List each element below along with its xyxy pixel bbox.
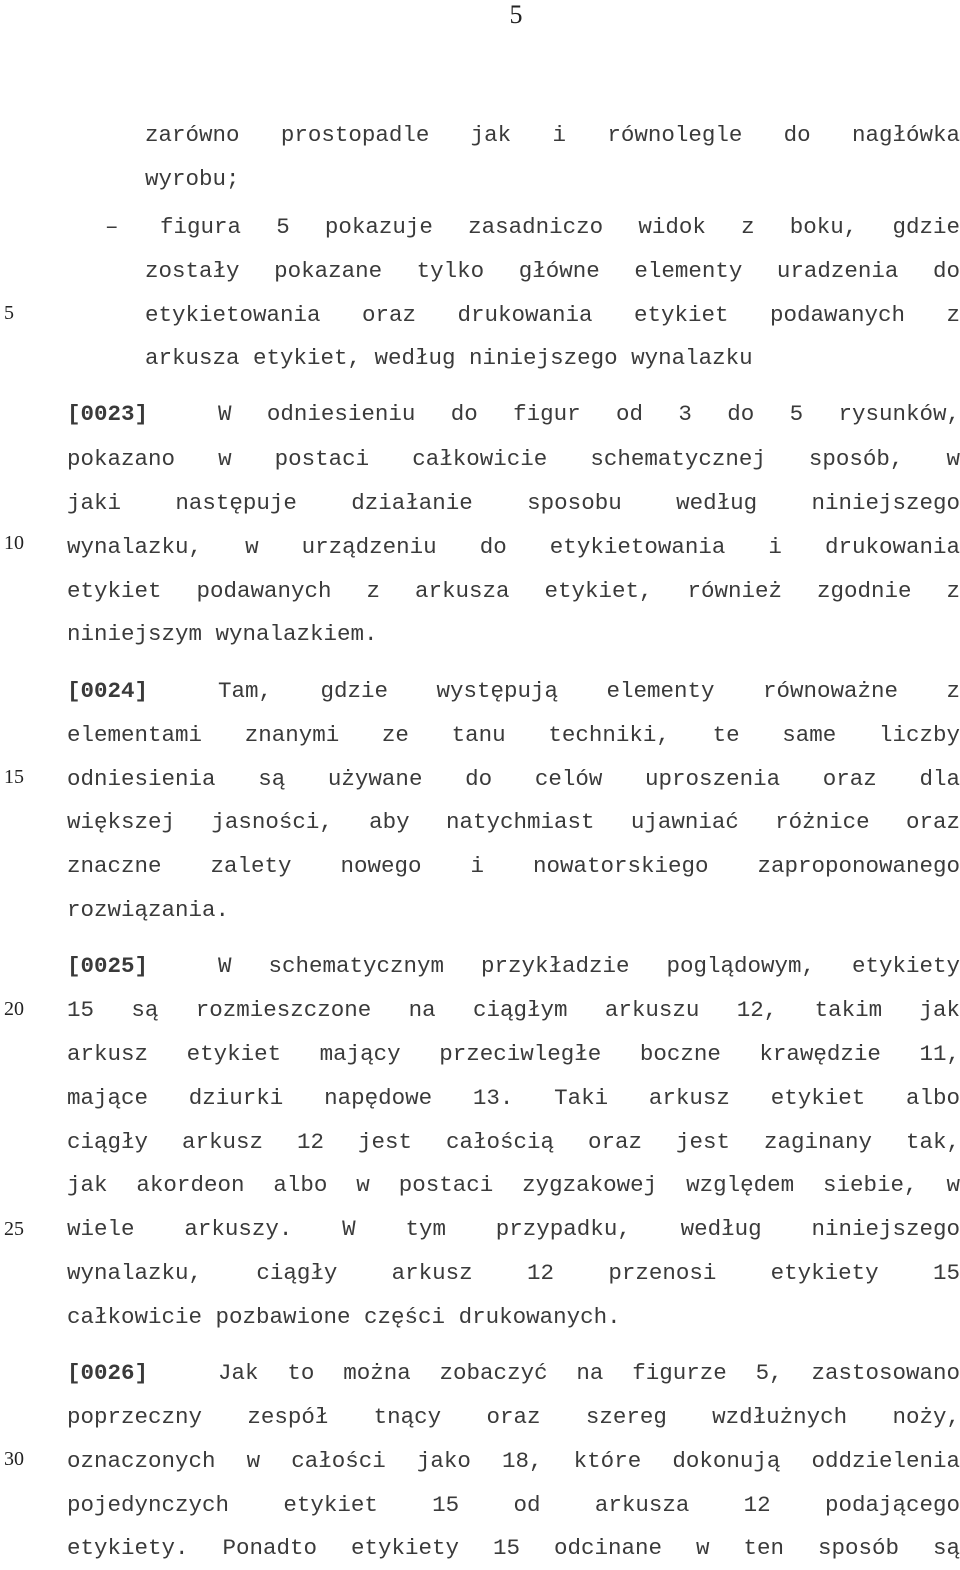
text-line: zostały pokazane tylko główne elementy uradzenia do	[145, 258, 960, 284]
text-line: pojedynczych etykiet 15 od arkusza 12 podającego	[67, 1492, 960, 1518]
text-line: arkusz etykiet mający przeciwległe boczne krawędzie 11,	[67, 1041, 960, 1067]
text-line: całkowicie pozbawione części drukowanych.	[67, 1304, 621, 1330]
text-line: niniejszym wynalazkiem.	[67, 621, 378, 647]
paragraph-tag: [0023]	[67, 401, 149, 427]
text-line: elementami znanymi ze tanu techniki, te same liczby	[67, 722, 960, 748]
text-line: zarówno prostopadle jak i równolegle do nagłówka	[145, 122, 960, 148]
paragraph-tag: [0024]	[67, 678, 149, 704]
line-number-20: 20	[4, 998, 24, 1020]
list-dash-marker: –	[105, 214, 119, 240]
text-line: pokazano w postaci całkowicie schematycznej sposób, w	[67, 446, 960, 472]
text-line: Jak to można zobaczyć na figurze 5, zastosowano	[218, 1360, 960, 1386]
text-line: etykiet podawanych z arkusza etykiet, również zgodnie z	[67, 578, 960, 604]
text-line: odniesienia są używane do celów uproszenia oraz dla	[67, 766, 960, 792]
text-line: oznaczonych w całości jako 18, które dokonują oddzielenia	[67, 1448, 960, 1474]
text-line: wyrobu;	[145, 166, 240, 192]
text-line: wynalazku, w urządzeniu do etykietowania i drukowania	[67, 534, 960, 560]
text-line: 15 są rozmieszczone na ciągłym arkuszu 12, takim jak	[67, 997, 960, 1023]
text-line: W odniesieniu do figur od 3 do 5 rysunków,	[218, 401, 960, 427]
text-line: jaki następuje działanie sposobu według niniejszego	[67, 490, 960, 516]
text-line: wiele arkuszy. W tym przypadku, według niniejszego	[67, 1216, 960, 1242]
text-line: rozwiązania.	[67, 897, 230, 923]
line-number-25: 25	[4, 1218, 24, 1240]
text-line: figura 5 pokazuje zasadniczo widok z boku, gdzie	[160, 214, 960, 240]
paragraph-tag: [0025]	[67, 953, 149, 979]
text-line: etykietowania oraz drukowania etykiet podawanych z	[145, 302, 960, 328]
paragraph-tag: [0026]	[67, 1360, 149, 1386]
text-line: ciągły arkusz 12 jest całością oraz jest zaginany tak,	[67, 1129, 960, 1155]
text-line: jak akordeon albo w postaci zygzakowej względem siebie, w	[67, 1172, 960, 1198]
text-line: W schematycznym przykładzie poglądowym, etykiety	[218, 953, 960, 979]
text-line: etykiety. Ponadto etykiety 15 odcinane w ten sposób są	[67, 1535, 960, 1561]
line-number-30: 30	[4, 1448, 24, 1470]
text-line: Tam, gdzie występują elementy równoważne z	[218, 678, 960, 704]
page-number: 5	[509, 0, 523, 29]
line-number-15: 15	[4, 766, 24, 788]
text-line: arkusza etykiet, według niniejszego wynalazku	[145, 345, 753, 371]
line-number-10: 10	[4, 532, 24, 554]
text-line: znaczne zalety nowego i nowatorskiego zaproponowanego	[67, 853, 960, 879]
line-number-5: 5	[4, 302, 14, 324]
text-line: większej jasności, aby natychmiast ujawniać różnice oraz	[67, 809, 960, 835]
text-line: wynalazku, ciągły arkusz 12 przenosi etykiety 15	[67, 1260, 960, 1286]
text-line: poprzeczny zespół tnący oraz szereg wzdłużnych noży,	[67, 1404, 960, 1430]
text-line: mające dziurki napędowe 13. Taki arkusz etykiet albo	[67, 1085, 960, 1111]
